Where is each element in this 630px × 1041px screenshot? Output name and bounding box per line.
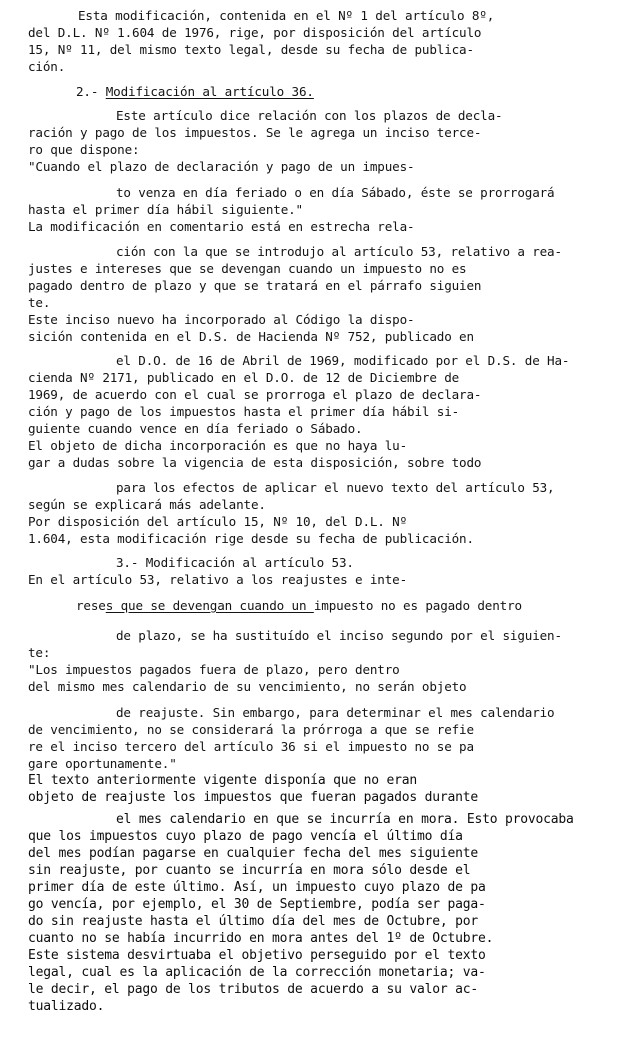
text-line-10: to venza en día feriado o en día Sábado, éste se prorrogará xyxy=(116,185,555,200)
text-line-47: primer día de este último. Así, un impuesto cuyo plazo de pa xyxy=(28,880,486,895)
text-line-16: te. xyxy=(28,295,51,310)
text-line-43: el mes calendario en que se incurría en mora. Esto provocaba xyxy=(116,812,574,827)
text-line-30: 3.- Modificación al artículo 53. xyxy=(116,555,354,570)
text-line-18: sición contenida en el D.S. de Hacienda Nº 752, publicado en xyxy=(28,329,474,344)
text-line-36: del mismo mes calendario de su vencimiento, no serán objeto xyxy=(28,679,467,694)
text-line-34: te: xyxy=(28,645,51,660)
text-line-51: Este sistema desvirtuaba el objetivo perseguido por el texto xyxy=(28,948,486,963)
text-line-48: go vencía, por ejemplo, el 30 de Septiembre, podía ser paga- xyxy=(28,897,486,912)
section-heading-line-5: 2.- Modificación al artículo 36. xyxy=(76,84,314,99)
text-line-39: re el inciso tercero del artículo 36 si el impuesto no se pa xyxy=(28,739,474,754)
text-line-13: ción con la que se introdujo al artículo 53, relativo a rea- xyxy=(116,244,562,259)
text-line-14: justes e intereses que se devengan cuando un impuesto no es xyxy=(28,261,467,276)
text-line-1: Esta modificación, contenida en el Nº 1 del artículo 8º, xyxy=(78,8,495,23)
text-line-35: "Los impuestos pagados fuera de plazo, pero dentro xyxy=(28,662,400,677)
text-line-12: La modificación en comentario está en estrecha rela- xyxy=(28,219,415,234)
text-line-17: Este inciso nuevo ha incorporado al Código la dispo- xyxy=(28,312,415,327)
text-line-44: que los impuestos cuyo plazo de pago vencía el último día xyxy=(28,829,463,844)
text-line-31: En el artículo 53, relativo a los reajustes e inte- xyxy=(28,572,408,587)
text-line-6: Este artículo dice relación con los plazos de decla- xyxy=(116,108,503,123)
text-line-4: ción. xyxy=(28,59,66,74)
text-line-33: de plazo, se ha sustituído el inciso segundo por el siguien- xyxy=(116,628,562,643)
text-line-38: de vencimiento, no se considerará la prórroga a que se refie xyxy=(28,722,474,737)
text-line-42: objeto de reajuste los impuestos que fueran pagados durante xyxy=(28,790,478,805)
text-line-40: gare oportunamente." xyxy=(28,756,177,771)
text-line-24: El objeto de dicha incorporación es que no haya lu- xyxy=(28,438,408,453)
text-line-52: legal, cual es la aplicación de la corrección monetaria; va- xyxy=(28,965,486,980)
section-heading-line-32: reses que se devengan cuando un impuesto no es pagado dentro xyxy=(76,598,522,613)
text-line-41: El texto anteriormente vigente disponía que no eran xyxy=(28,773,417,788)
text-line-7: ración y pago de los impuestos. Se le agrega un inciso terce- xyxy=(28,125,482,140)
text-line-50: cuanto no se había incurrido en mora antes del 1º de Octubre. xyxy=(28,931,494,946)
text-line-21: 1969, de acuerdo con el cual se prorroga el plazo de declara- xyxy=(28,387,482,402)
text-line-49: do sin reajuste hasta el último día del mes de Octubre, por xyxy=(28,914,478,929)
text-line-53: le decir, el pago de los tributos de acuerdo a su valor ac- xyxy=(28,982,478,997)
text-line-15: pagado dentro de plazo y que se tratará en el párrafo siguien xyxy=(28,278,482,293)
text-line-19: el D.O. de 16 de Abril de 1969, modificado por el D.S. de Ha- xyxy=(116,353,570,368)
text-line-25: gar a dudas sobre la vigencia de esta disposición, sobre todo xyxy=(28,455,482,470)
text-line-37: de reajuste. Sin embargo, para determinar el mes calendario xyxy=(116,705,555,720)
text-line-2: del D.L. Nº 1.604 de 1976, rige, por disposición del artículo xyxy=(28,25,482,40)
text-line-26: para los efectos de aplicar el nuevo texto del artículo 53, xyxy=(116,480,555,495)
text-line-8: ro que dispone: xyxy=(28,142,140,157)
section-heading-title: Modificación al artículo 36. xyxy=(105,84,314,99)
text-line-23: guiente cuando vence en día feriado o Sábado. xyxy=(28,421,363,436)
text-line-9: "Cuando el plazo de declaración y pago de un impues- xyxy=(28,159,415,174)
text-line-45: del mes podían pagarse en cualquier fecha del mes siguiente xyxy=(28,846,478,861)
text-line-20: cienda Nº 2171, publicado en el D.O. de 12 de Diciembre de xyxy=(28,370,460,385)
text-line-27: según se explicará más adelante. xyxy=(28,497,266,512)
text-line-54: tualizado. xyxy=(28,999,105,1014)
text-line-3: 15, Nº 11, del mismo texto legal, desde su fecha de publica- xyxy=(28,42,474,57)
text-line-22: ción y pago de los impuestos hasta el primer día hábil si- xyxy=(28,404,460,419)
text-line-46: sin reajuste, por cuanto se incurría en mora sólo desde el xyxy=(28,863,471,878)
text-line-28: Por disposición del artículo 15, Nº 10, del D.L. Nº xyxy=(28,514,408,529)
text-line-11: hasta el primer día hábil siguiente." xyxy=(28,202,303,217)
text-line-29: 1.604, esta modificación rige desde su fecha de publicación. xyxy=(28,531,474,546)
section-heading-title: s que se devengan cuando un xyxy=(105,598,314,613)
